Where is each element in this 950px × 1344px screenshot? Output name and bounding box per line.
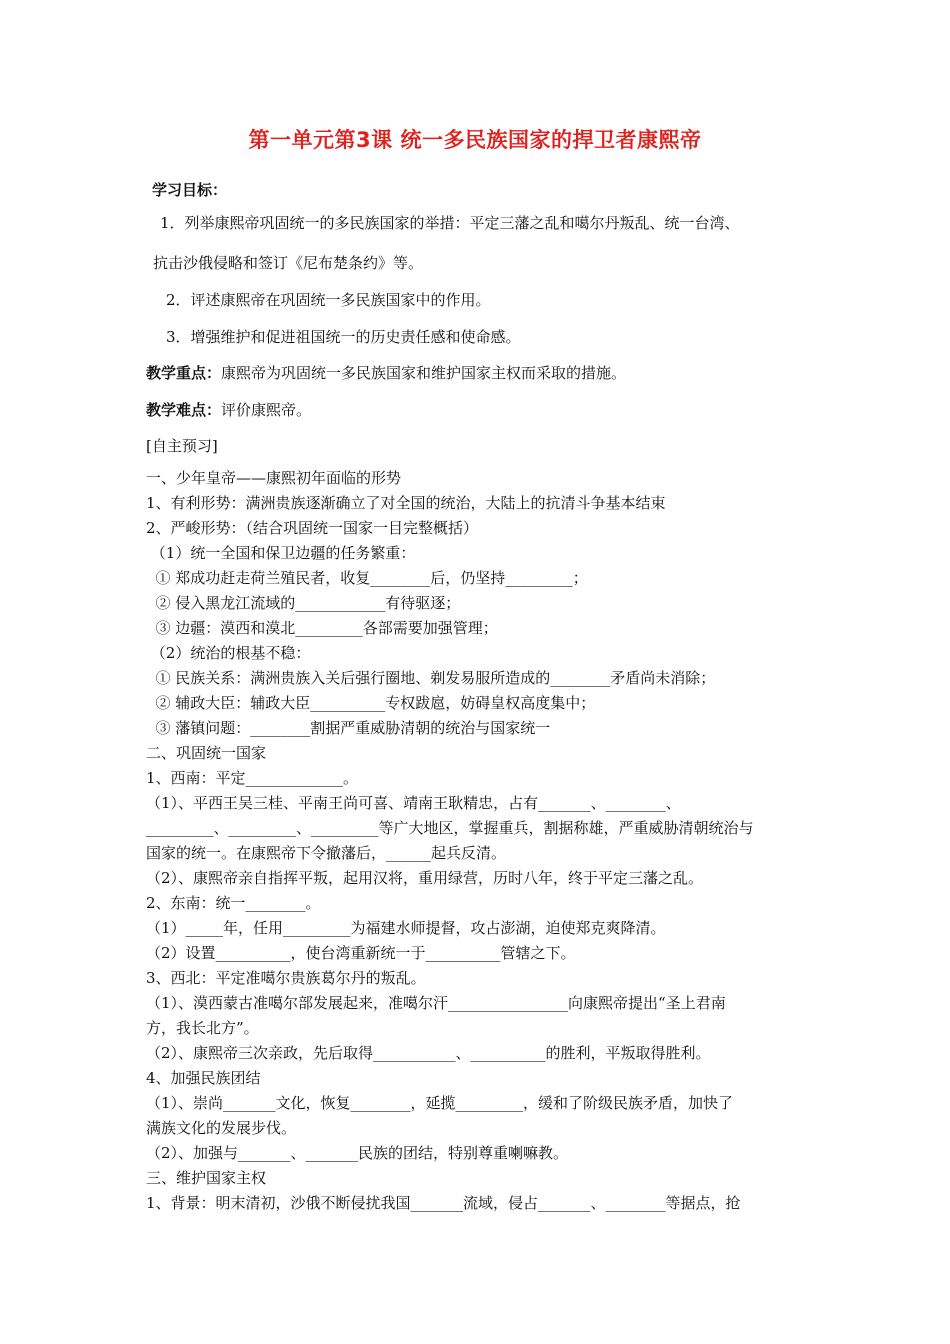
worksheet-line: ② 辅政大臣：辅政大臣__________专权跋扈，妨碍皇权高度集中； [146, 694, 596, 712]
difficulty-text: 评价康熙帝。 [221, 401, 312, 419]
difficulty [146, 400, 311, 420]
worksheet-line: 2、东南：统一________。 [146, 894, 321, 912]
worksheet-line: 一、少年皇帝——康熙初年面临的形势 [146, 469, 402, 487]
goal-item-2: 2．评述康熙帝在巩固统一多民族国家中的作用。 [166, 291, 491, 309]
goal-item-1a: 1．列举康熙帝巩固统一的多民族国家的举措：平定三藩之乱和噶尔丹叛乱、统一台湾、 [160, 214, 740, 232]
worksheet-line: （2）、加强与_______、_______民族的团结，特别尊重喇嘛教。 [146, 1144, 569, 1162]
worksheet-line: 方，我长北方”。 [146, 1019, 259, 1037]
worksheet-line: （1）、漠西蒙古准噶尔部发展起来，准噶尔汗________________向康熙帝提出“圣上君南 [146, 994, 726, 1012]
worksheet-line: （2）、康熙帝三次亲政，先后取得___________、__________的胜利，平叛取得胜利。 [146, 1044, 711, 1062]
worksheet-line: 国家的统一。在康熙帝下令撤藩后，______起兵反清。 [146, 844, 507, 862]
goals-heading: 学习目标： [152, 181, 228, 199]
goal-item-1b: 抗击沙俄侵略和签订《尼布楚条约》等。 [153, 254, 424, 272]
worksheet-line: ② 侵入黑龙江流域的____________有待驱逐； [146, 594, 461, 612]
goal-item-3: 3．增强维护和促进祖国统一的历史责任感和使命感。 [166, 328, 521, 346]
worksheet-line: （1）统一全国和保卫边疆的任务繁重： [150, 544, 416, 562]
preview-heading: [自主预习] [146, 437, 218, 455]
worksheet-line: 三、维护国家主权 [146, 1169, 267, 1187]
worksheet-line: 4、加强民族团结 [146, 1069, 261, 1087]
worksheet-line: 2、严峻形势：（结合巩固统一国家一目完整概括） [146, 519, 479, 537]
worksheet-line: 二、巩固统一国家 [146, 744, 267, 762]
worksheet-line: ③ 藩镇问题：________割据严重威胁清朝的统治与国家统一 [146, 719, 551, 737]
page-title: 第一单元第3课 统一多民族国家的捍卫者康熙帝 [248, 128, 702, 152]
worksheet-line: 3、西北：平定准噶尔贵族葛尔丹的叛乱。 [146, 969, 426, 987]
key-point-label: 教学重点： [146, 364, 222, 382]
worksheet-line: 满族文化的发展步伐。 [146, 1119, 297, 1137]
worksheet-line: ① 民族关系：满洲贵族入关后强行圈地、剃发易服所造成的________矛盾尚未消除； [146, 669, 716, 687]
worksheet-line: （1）、崇尚_______文化，恢复________，延揽_________，缓和了阶级民族矛盾，加快了 [146, 1094, 734, 1112]
worksheet-line: （2）设置__________，使台湾重新统一于__________管辖之下。 [146, 944, 576, 962]
key-point-text: 康熙帝为巩固统一多民族国家和维护国家主权而采取的措施。 [221, 364, 627, 382]
worksheet-line: 1、背景：明末清初，沙俄不断侵扰我国_______流域，侵占_______、________等据点，抢 [146, 1194, 741, 1212]
worksheet-line: （2）统治的根基不稳： [150, 644, 311, 662]
worksheet-line: ① 郑成功赶走荷兰殖民者，收复________后，仍坚持_________； [146, 569, 588, 587]
difficulty-label: 教学难点： [146, 401, 222, 419]
key-point [146, 363, 626, 383]
worksheet-line: _________、_________、_________等广大地区，掌握重兵，割据称雄，严重威胁清朝统治与 [146, 819, 754, 837]
worksheet-line: 1、有利形势：满洲贵族逐渐确立了对全国的统治，大陆上的抗清斗争基本结束 [146, 494, 666, 512]
worksheet-line: 1、西南：平定_____________。 [146, 769, 359, 787]
worksheet-line: ③ 边疆：漠西和漠北_________各部需要加强管理； [146, 619, 498, 637]
worksheet-line: （1）、平西王吴三桂、平南王尚可喜、靖南王耿精忠，占有_______、________、 [146, 794, 681, 812]
worksheet-line: （1）_____年，任用_________为福建水师提督，攻占澎湖，迫使郑克爽降清。 [146, 919, 666, 937]
worksheet-line: （2）、康熙帝亲自指挥平叛，起用汉将，重用绿营，历时八年，终于平定三藩之乱。 [146, 869, 704, 887]
